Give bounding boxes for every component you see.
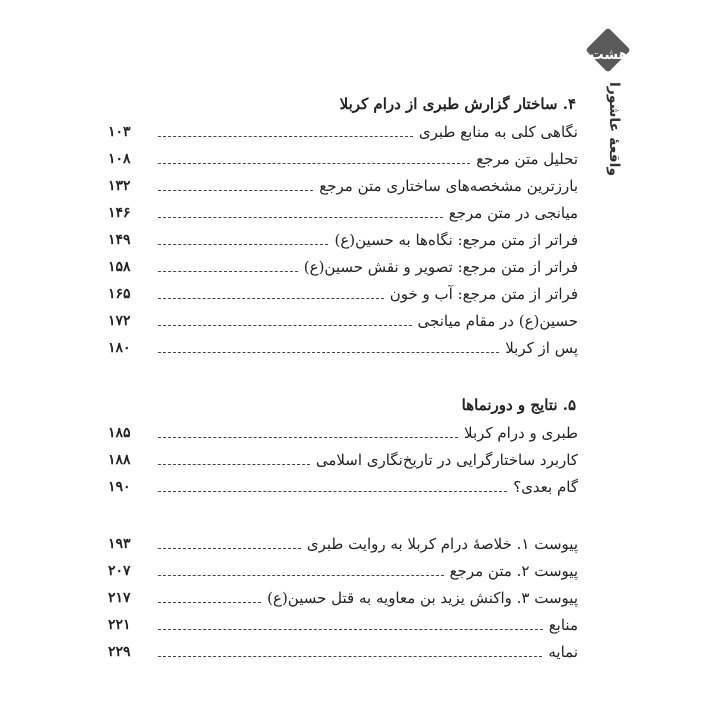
toc-entry-label: نگاهی کلی به منابع طبری [418,122,578,141]
toc-entry[interactable] [108,280,578,307]
toc-entry-label: میانجی در متن مرجع [448,203,578,222]
toc-entry-label: پس از کربلا [505,338,578,357]
dot-leader [158,352,499,353]
dot-leader [158,136,413,137]
toc-entry-label: پیوست ۲. متن مرجع [449,561,578,580]
toc-entry-label: فراتر از متن مرجع: آب و خون [389,284,578,303]
table-of-contents [108,90,578,665]
dot-leader [158,491,507,492]
toc-entry-label: طبری و درام کربلا [464,423,578,442]
toc-entry-page: ۱۸۵ [108,424,131,441]
toc-entry-label: کاربرد ساختارگرایی در تاریخ‌نگاری اسلامی [315,450,578,469]
toc-entry-page: ۱۰۸ [108,150,131,167]
dot-leader [158,656,542,657]
toc-entry-page: ۲۲۹ [108,643,131,660]
toc-entry-page: ۱۹۰ [108,478,131,495]
toc-entry-label: بارزترین مشخصه‌های ساختاری متن مرجع [319,176,578,195]
toc-entry-page: ۱۸۸ [108,451,131,468]
toc-entry[interactable] [108,419,578,446]
toc-entry-label: حسین(ع) در مقام میانجی [417,311,578,330]
toc-entry-label: پیوست ۱. خلاصهٔ درام کربلا به روایت طبری [306,534,578,553]
toc-entry-page: ۲۰۷ [108,562,131,579]
toc-entry-appendix[interactable] [108,530,578,557]
section-heading-4: ۴. ساختار گزارش طبری از درام کربلا [339,95,576,113]
toc-entry-label: گام بعدی؟ [513,477,578,496]
toc-entry[interactable] [108,307,578,334]
toc-entry-appendix[interactable] [108,584,578,611]
toc-entry-page: ۱۹۳ [108,535,131,552]
toc-entry-label: پیوست ۳. واکنش یزید بن معاویه به قتل حسین(ع) [267,588,578,607]
dot-leader [158,163,470,164]
dot-leader [158,325,412,326]
dot-leader [158,217,443,218]
toc-entry-index[interactable] [108,638,578,665]
toc-entry-page: ۱۸۰ [108,339,131,356]
toc-entry[interactable] [108,253,578,280]
toc-entry-page: ۱۳۲ [108,177,131,194]
toc-entry[interactable] [108,199,578,226]
running-book-title: واقعهٔ عاشورا [606,82,622,177]
dot-leader [158,298,384,299]
toc-entry-page: ۲۱۷ [108,589,131,606]
toc-entry[interactable] [108,473,578,500]
toc-entry-label: تحلیل متن مرجع [476,149,578,168]
toc-entry-label: نمایه [548,642,578,661]
dot-leader [158,190,313,191]
toc-entry-page: ۱۴۶ [108,204,131,221]
toc-entry[interactable] [108,334,578,361]
dot-leader [158,575,444,576]
dot-leader [158,271,298,272]
toc-entry-page: ۱۵۸ [108,258,131,275]
dot-leader [158,602,261,603]
toc-entry-label: منابع [548,615,578,634]
section-spacer [108,500,578,530]
dot-leader [158,548,301,549]
page-number-label: هشت [589,47,629,63]
toc-entry[interactable] [108,446,578,473]
toc-entry-page: ۱۴۹ [108,231,131,248]
dot-leader [158,629,543,630]
dot-leader [158,244,328,245]
dot-leader [158,464,310,465]
page-number-badge [582,40,636,70]
toc-entry-page: ۱۶۵ [108,285,131,302]
toc-entry-page: ۱۷۲ [108,312,131,329]
section-spacer [108,361,578,391]
toc-entry[interactable] [108,226,578,253]
toc-entry-label: فراتر از متن مرجع: نگاه‌ها به حسین(ع) [334,230,578,249]
toc-entry-page: ۲۲۱ [108,616,131,633]
toc-entry-references[interactable] [108,611,578,638]
dot-leader [158,437,458,438]
toc-entry-appendix[interactable] [108,557,578,584]
toc-entry[interactable] [108,172,578,199]
toc-entry[interactable] [108,118,578,145]
toc-entry-page: ۱۰۳ [108,123,131,140]
toc-entry[interactable] [108,145,578,172]
section-heading-5: ۵. نتایج و دورنماها [461,396,576,414]
toc-entry-label: فراتر از متن مرجع: تصویر و نقش حسین(ع) [303,257,578,276]
